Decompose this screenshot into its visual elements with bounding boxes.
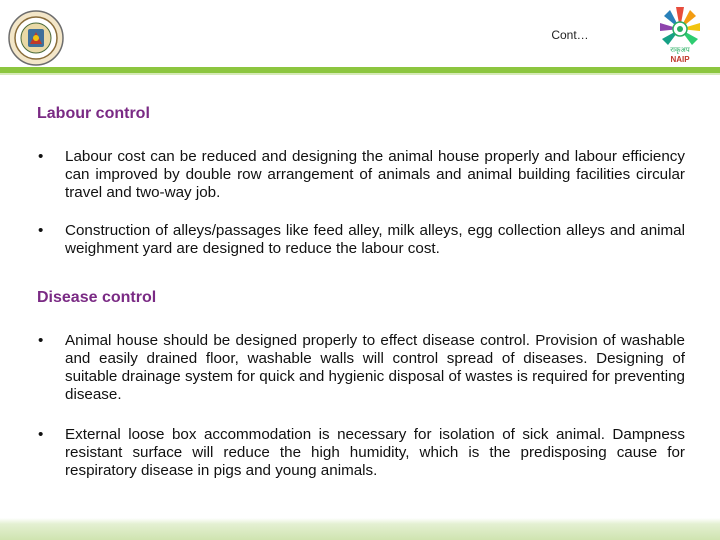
institution-seal-logo xyxy=(8,10,64,66)
header-divider-shadow xyxy=(0,73,720,75)
bullet-text: External loose box accommodation is necessary for isolation of sick animal. Dampness resistant surface will reduce the high humidity, which is the predisposing cause for respiratory disease in pigs and young animals. xyxy=(65,426,685,479)
slide-subtitle: Cont… xyxy=(551,28,589,42)
bullet-item xyxy=(37,426,685,480)
bullet-item xyxy=(37,222,685,258)
bullet-icon: • xyxy=(38,426,44,443)
bullet-icon: • xyxy=(38,332,44,349)
section-title-disease-control: Disease control xyxy=(37,289,157,306)
bullet-item xyxy=(37,332,685,404)
naip-label: NAIP xyxy=(670,55,690,64)
naip-logo xyxy=(648,5,712,65)
bullet-item xyxy=(37,148,685,202)
bullet-text: Labour cost can be reduced and designing the animal house properly and labour efficiency can improved by double row arrangement of animals and animal building facilities circular travel and two-way job. xyxy=(65,148,685,201)
bullet-text: Animal house should be designed properly to effect disease control. Provision of washable and easily drained floor, washable walls will control spread of diseases. Designing of suitable drainage system for quick and hygienic disposal of wastes is required for preventing disease. xyxy=(65,332,685,403)
slide-header xyxy=(0,0,720,70)
section-title-labour-control: Labour control xyxy=(37,105,150,122)
bullet-icon: • xyxy=(38,222,44,239)
naip-hindi-label: राकृअप xyxy=(670,46,690,54)
footer-band xyxy=(0,518,720,540)
bullet-icon: • xyxy=(38,148,44,165)
bullet-text: Construction of alleys/passages like feed alley, milk alleys, egg collection alleys and animal weighment yard are designed to reduce the labour cost. xyxy=(65,222,685,257)
